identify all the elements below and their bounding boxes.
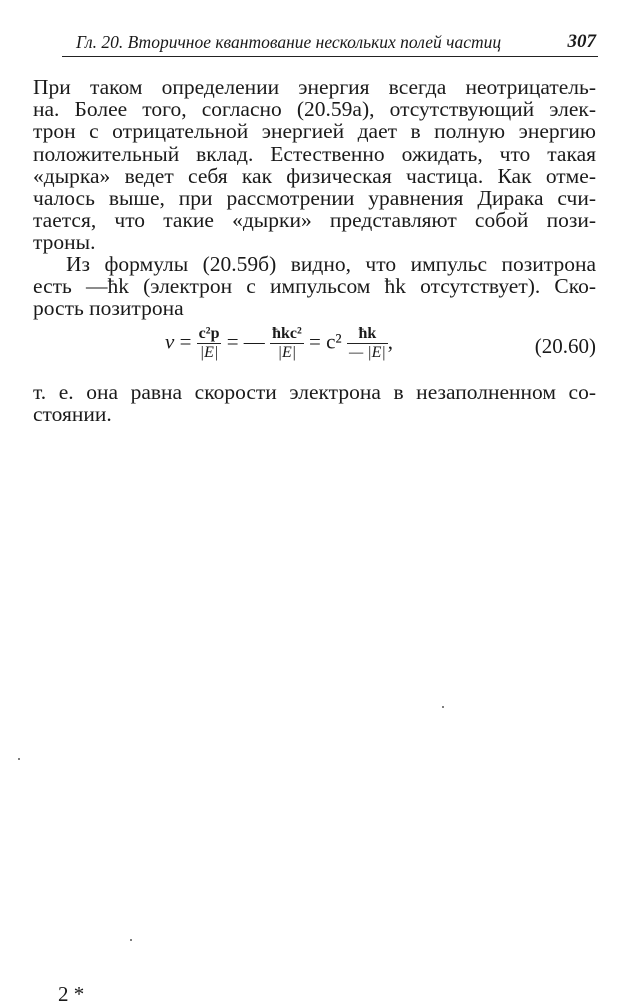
text-line: т. е. она равна скорости электрона в незаполненном со- [33, 380, 596, 404]
text-line: Из формулы (20.59б) видно, что импульс позитрона [66, 252, 596, 276]
fraction-2 [270, 325, 304, 362]
fraction-numerator: c²p [198, 325, 220, 342]
text-line: на. Более того, согласно (20.59а), отсутствующий элек- [33, 97, 596, 122]
text-line: чалось выше, при рассмотрении уравнения Дирака счи- [33, 186, 596, 211]
signature-mark: 2 * [58, 982, 85, 1006]
scan-speck [130, 939, 132, 941]
running-head-title: Гл. 20. Вторичное квантование нескольких полей частиц [76, 32, 502, 52]
paragraph-2 [33, 253, 596, 320]
fraction-3 [347, 325, 388, 362]
text-line: есть —ħk (электрон с импульсом ħk отсутствует). Ско- [33, 274, 596, 299]
fraction-1 [197, 325, 222, 362]
fraction-denominator: |E| [199, 344, 219, 361]
text-line: положительный вклад. Естественно ожидать, что такая [33, 141, 596, 166]
equation-equals: = [179, 329, 192, 354]
equation-equals: = c² [309, 329, 342, 354]
scan-speck [18, 758, 20, 760]
paragraph-1 [33, 76, 596, 254]
fraction-numerator: ħkc² [272, 325, 302, 342]
equation-comma: , [387, 329, 394, 354]
text-line: «дырка» ведет себя как физическая частица. Как отме- [33, 163, 596, 188]
text-line: рость позитрона [33, 296, 184, 321]
fraction-denominator: — |E| [348, 344, 386, 361]
text-line: трон с отрицательной энергией дает в полную энергию [33, 119, 596, 144]
text-line: При таком определении энергия всегда неотрицатель- [33, 75, 596, 99]
scan-speck [442, 706, 444, 708]
text-line: троны. [33, 230, 96, 255]
equation-20-60 [165, 325, 485, 375]
equation-number: (20.60) [534, 334, 596, 358]
equation-lhs: v [165, 329, 175, 354]
page-number: 307 [567, 31, 596, 52]
fraction-numerator: ħk [347, 325, 388, 344]
paragraph-3 [33, 381, 596, 425]
text-line: тается, что такие «дырки» представляют собой пози- [33, 208, 596, 233]
running-header [62, 30, 598, 57]
equation-equals: = — [226, 329, 265, 354]
fraction-denominator: |E| [277, 344, 297, 361]
text-line: стоянии. [33, 402, 112, 427]
